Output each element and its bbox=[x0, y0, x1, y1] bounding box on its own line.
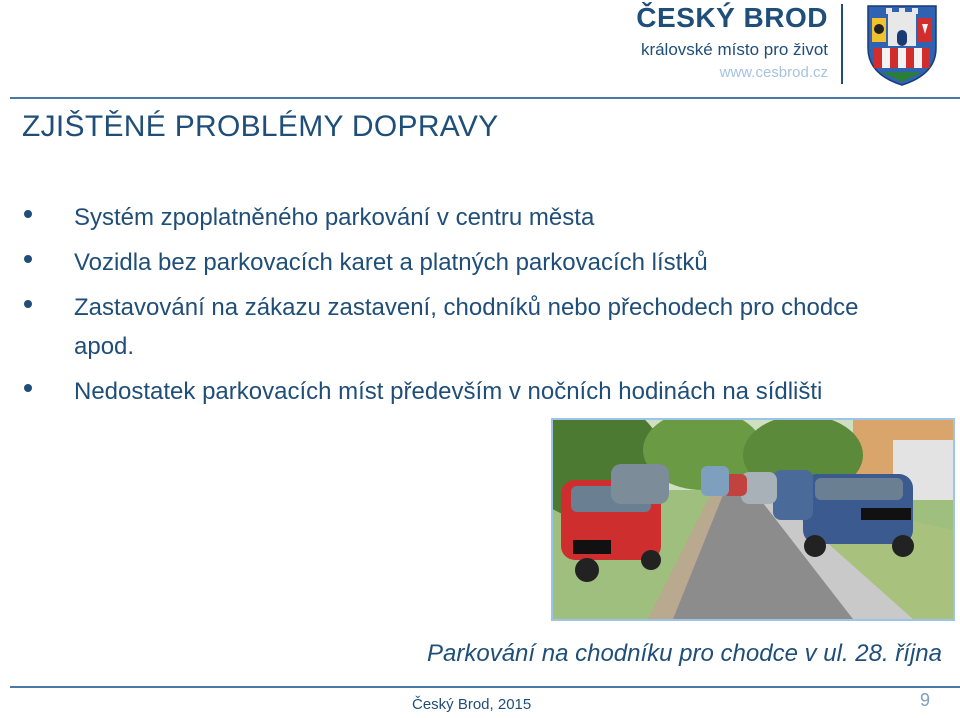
footer-rule bbox=[10, 686, 960, 688]
page-number: 9 bbox=[919, 690, 930, 710]
bullet-item bbox=[0, 288, 860, 366]
bullet-text: Nedostatek parkovacích míst především v nočních hodinách na sídlišti bbox=[74, 378, 823, 405]
bullet-item bbox=[0, 243, 860, 282]
bullet-text: Vozidla bez parkovacích karet a platných parkovacích lístků bbox=[74, 249, 708, 276]
slide-title: ZJIŠTĚNÉ PROBLÉMY DOPRAVY bbox=[22, 110, 499, 143]
brand-tagline: královské místo pro život bbox=[640, 40, 828, 59]
bullet-icon bbox=[24, 384, 32, 392]
brand-url[interactable]: www.cesbrod.cz bbox=[719, 64, 828, 81]
brand-divider bbox=[841, 4, 843, 84]
bullet-text: Systém zpoplatněného parkování v centru města bbox=[74, 204, 595, 231]
parking-photo bbox=[551, 418, 955, 621]
coat-of-arms-icon bbox=[866, 2, 938, 86]
footer-text: Český Brod, 2015 bbox=[412, 696, 532, 713]
bullet-list bbox=[0, 198, 860, 417]
bullet-text: Zastavování na zákazu zastavení, chodníků nebo přechodech pro chodce apod. bbox=[74, 294, 859, 360]
bullet-icon bbox=[24, 255, 32, 263]
bullet-item bbox=[0, 372, 860, 411]
photo-caption: Parkování na chodníku pro chodce v ul. 28. října bbox=[427, 640, 942, 667]
bullet-icon bbox=[24, 300, 32, 308]
header-rule bbox=[10, 97, 960, 99]
bullet-item bbox=[0, 198, 860, 237]
bullet-icon bbox=[24, 210, 32, 218]
brand-title: ČESKÝ BROD bbox=[636, 2, 828, 33]
